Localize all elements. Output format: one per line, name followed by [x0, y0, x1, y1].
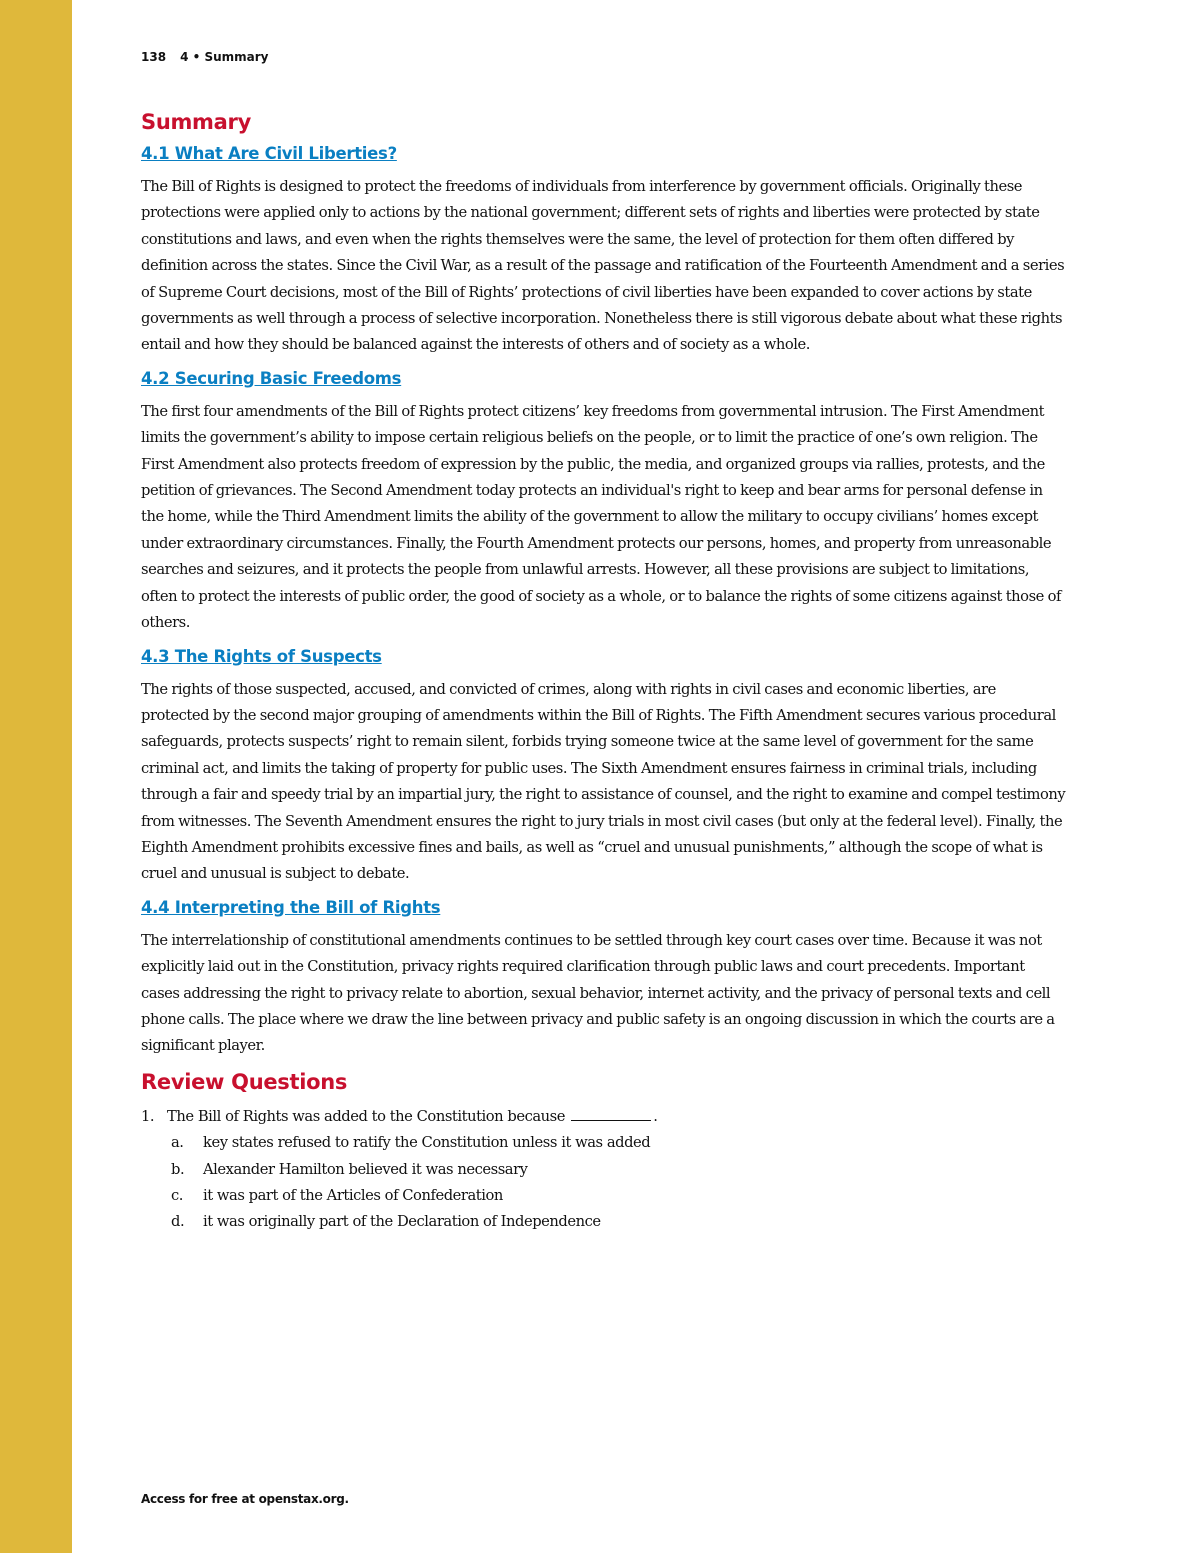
answer-option-a — [171, 1130, 1066, 1156]
section-text-4-1: The Bill of Rights is designed to protect the freedoms of individuals from interference by government officials. Originally these protections were applied only to actions by the national government; different sets of rights and liberties were protected by state constitutions and laws, and even when the rights themselves were the same, the level of protection for them often differed by definition across the states. Since the Civil War, as a result of the passage and ratification of the Fourteenth Amendment and a series of Supreme Court decisions, most of the Bill of Rights’ protections of civil liberties have been expanded to cover actions by state governments as well through a process of selective incorporation. Nonetheless there is still vigorous debate about what these rights entail and how they should be balanced against the interests of others and of society as a whole. — [141, 178, 1065, 354]
review-questions-title: Review Questions — [141, 1069, 348, 1094]
section-heading-4-4[interactable]: 4.4 Interpreting the Bill of Rights — [141, 897, 441, 917]
answer-blank — [571, 1106, 651, 1121]
question-text — [167, 1104, 657, 1130]
answer-option-b — [171, 1157, 1066, 1183]
page-edge-band — [0, 0, 72, 1553]
question-list — [141, 1104, 1066, 1236]
question-item — [141, 1104, 1066, 1236]
main-content — [141, 110, 1066, 1236]
page-number: 138 — [141, 50, 167, 64]
answer-option-d — [171, 1209, 1066, 1235]
question-stem-end: . — [653, 1107, 658, 1125]
option-letter: c. — [171, 1187, 183, 1204]
option-letter: d. — [171, 1213, 185, 1231]
section-heading-4-3[interactable]: 4.3 The Rights of Suspects — [141, 646, 382, 666]
summary-title: Summary — [141, 110, 251, 134]
question-stem-text: The Bill of Rights was added to the Constitution because — [167, 1107, 566, 1125]
option-text: key states refused to ratify the Constitution unless it was added — [203, 1134, 651, 1152]
option-letter: a. — [171, 1134, 184, 1152]
section-text-4-3: The rights of those suspected, accused, and convicted of crimes, along with rights in civil cases and economic liberties, are protected by the second major grouping of amendments within the Bill of Rights. The Fifth Amendment secures various procedural safeguards, protects suspects’ right to remain silent, forbids trying someone twice at the same level of government for the same criminal act, and limits the taking of property for public uses. The Sixth Amendment ensures fairness in criminal trials, including through a fair and speedy trial by an impartial jury, the right to assistance of counsel, and the right to examine and compel testimony from witnesses. The Seventh Amendment ensures the right to jury trials in most civil cases (but only at the federal level). Finally, the Eighth Amendment prohibits excessive fines and bails, as well as “cruel and unusual punishments,” although the scope of what is cruel and unusual is subject to debate. — [141, 680, 1066, 883]
section-text-4-2: The first four amendments of the Bill of Rights protect citizens’ key freedoms from governmental intrusion. The First Amendment limits the government’s ability to impose certain religious beliefs on the people, or to limit the practice of one’s own religion. The First Amendment also protects freedom of expression by the public, the media, and organized groups via rallies, protests, and the petition of grievances. The Second Amendment today protects an individual's right to keep and bear arms for personal defense in the home, while the Third Amendment limits the ability of the government to allow the military to occupy civilians’ homes except under extraordinary circumstances. Finally, the Fourth Amendment protects our persons, homes, and property from unreasonable searches and seizures, and it protects the people from unlawful arrests. However, all these provisions are subject to limitations, often to protect the interests of public order, the good of society as a whole, or to balance the rights of some citizens against those of others. — [141, 402, 1061, 632]
section-heading-4-2[interactable]: 4.2 Securing Basic Freedoms — [141, 368, 402, 388]
option-text: it was originally part of the Declaration of Independence — [203, 1213, 601, 1231]
option-letter: b. — [171, 1160, 185, 1178]
question-number: 1. — [141, 1107, 155, 1125]
answer-options — [141, 1130, 1066, 1236]
chapter-label: 4 • Summary — [180, 50, 269, 64]
question-stem — [141, 1104, 1066, 1130]
answer-option-c — [171, 1183, 1066, 1209]
running-header — [141, 50, 268, 64]
footer-access-note: Access for free at openstax.org. — [141, 1492, 349, 1506]
option-text: it was part of the Articles of Confederation — [203, 1187, 503, 1204]
section-text-4-4: The interrelationship of constitutional amendments continues to be settled through key court cases over time. Because it was not explicitly laid out in the Constitution, privacy rights required clarification through public laws and court precedents. Important cases addressing the right to privacy relate to abortion, sexual behavior, internet activity, and the privacy of personal texts and cell phone calls. The place where we draw the line between privacy and public safety is an ongoing discussion in which the courts are a significant player. — [141, 931, 1055, 1055]
option-text: Alexander Hamilton believed it was necessary — [203, 1160, 528, 1178]
section-heading-4-1[interactable]: 4.1 What Are Civil Liberties? — [141, 144, 397, 163]
